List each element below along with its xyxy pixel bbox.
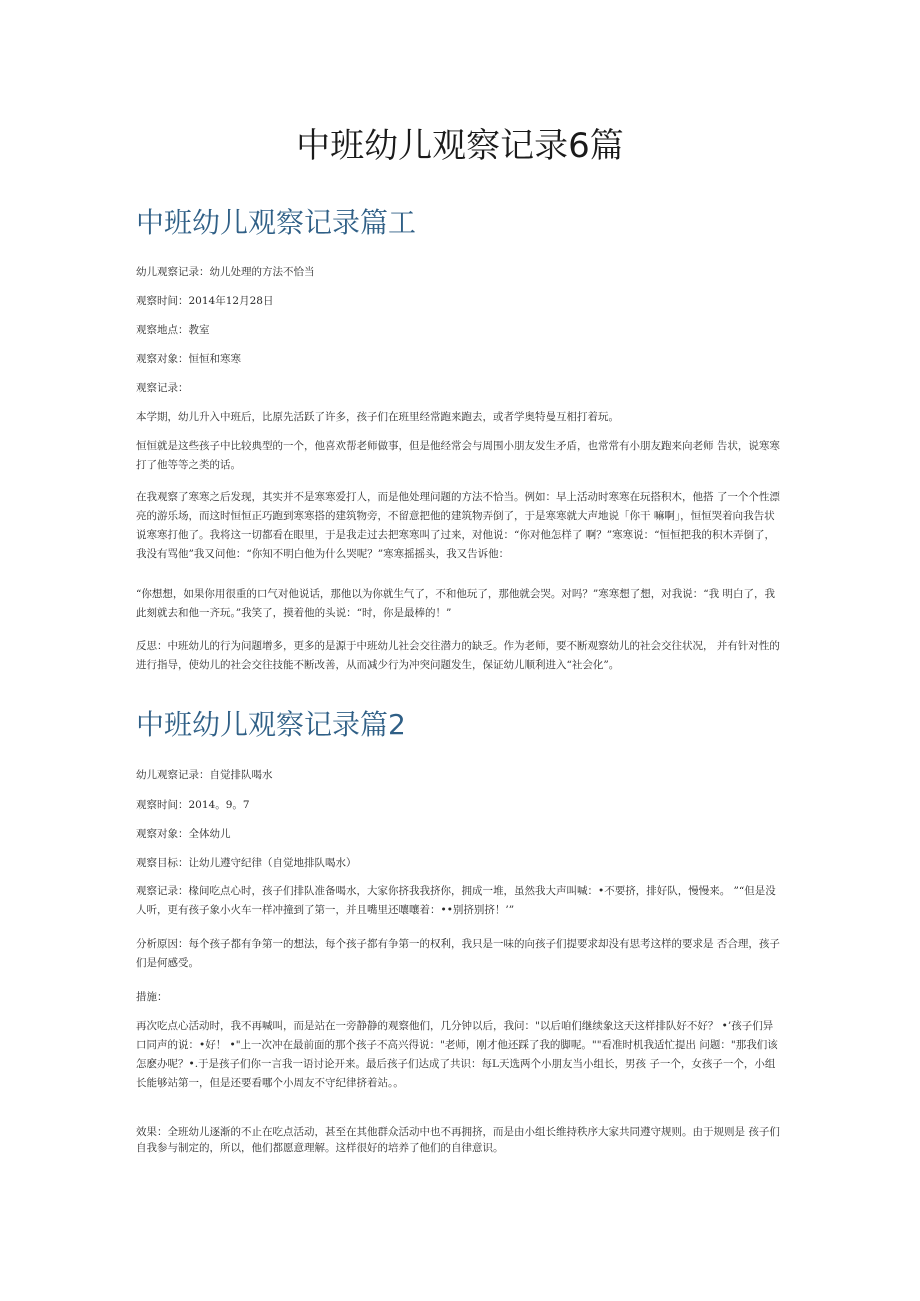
paragraph: 幼儿观察记录：幼儿处理的方法不恰当: [136, 266, 315, 278]
paragraph: 观察记录：椽间吃点心时，孩子们排队准备喝水，大家你挤我我挤你，拥成一堆，虽然我大声叫喊：•不要挤，排好队，慢慢来。 ”“但是没人听，更有孩子象小火车一样冲撞到了第一，并且嘴里还嚷嚷着：••别挤别挤！’”: [136, 885, 776, 916]
paragraph: 观察时间：2014。9。7: [136, 799, 250, 811]
paragraph: 恒恒就是这些孩子中比较典型的一个，他喜欢帮老师做事，但是他经常会与周围小朋友发生矛盾，也常常有小朋友跑来向老师 告状，说寒寒打了他等等之类的话。: [136, 440, 780, 471]
paragraph: 观察时间：2014年12月28日: [136, 295, 274, 307]
paragraph: 反思：中班幼儿的行为问题增多，更多的是源于中班幼儿社会交往潜力的缺乏。作为老师，要不断观察幼儿的社会交往状况， 并有针对性的进行指导，使幼儿的社会交往技能不断改善，从而减少行为冲突问题发生，保证幼儿顺利进入“社会化”。: [136, 640, 780, 671]
paragraph: 再次吃点心活动时，我不再喊叫，而是站在一旁静静的观察他们，几分钟以后，我问："以后咱们继续象这天这样排队好不好？ •’孩子们异口同声的说：•好！ •"上一次冲在最前面的那个孩子不高兴得说："老师，刚才他还踩了我的脚呢。""看准时机我适忙提出 问题："那我们该怎麽办呢？•.于是孩子们你一言我一语讨论开来。最后孩子们达成了共识：每L天选两个小朋友当小组长，男孩 子一个，女孩子一个，小组长能够站第一，但是还要看哪个小周友不守纪律挤着站。。: [136, 1020, 778, 1089]
document-title: 中班幼儿观察记录6篇: [296, 126, 624, 166]
paragraph: 本学期，幼儿升入中班后，比原先活跃了许多，孩子们在班里经常跑来跑去，或者学奥特曼互相打着玩。: [136, 411, 619, 423]
paragraph: 观察对象：全体幼儿: [136, 828, 231, 840]
paragraph: 在我观察了寒寒之后发现，其实并不是寒寒爱打人，而是他处理问题的方法不恰当。例如：早上活动时寒寒在玩搭积木，他搭 了一个个性漂亮的游乐场，而这时恒恒正巧跑到寒寒搭的建筑物旁，不留意把他的建筑物弄倒了，于是寒寒就大声地说「你干 嘛啊」，恒恒哭着向我告状说寒寒打他了。我将这一切都看在眼里，于是我走过去把寒寒叫了过来，对他说：“你对他怎样了 啊？”寒寒说：“恒恒把我的积木弄倒了，我没有骂他”我又问他：“你知不明白他为什么哭呢？”寒寒摇摇头，我又告诉他：: [136, 491, 780, 560]
paragraph: 幼儿观察记录：自觉排队喝水: [136, 769, 273, 781]
paragraph: 观察地点：教室: [136, 324, 210, 336]
section-2-title: 中班幼儿观察记录篇2: [136, 708, 406, 741]
paragraph: 效果：全班幼儿逐渐的不止在吃点活动，甚至在其他群众活动中也不再拥挤，而是由小组长维持秩序大家共同遵守规则。由于规则是 孩子们自我参与制定的，所以，他们都愿意理解。这样很好的培养了他们的自律意识。: [136, 1126, 780, 1154]
paragraph: “你想想，如果你用很重的口气对他说话，那他以为你就生气了，不和他玩了，那他就会哭。对吗？”寒寒想了想，对我说：“我 明白了，我此刻就去和他一齐玩。”我笑了，摸着他的头说：“时，你是最棒的！”: [136, 588, 775, 619]
paragraph: 措施：: [136, 991, 168, 1003]
section-1-title: 中班幼儿观察记录篇工: [136, 206, 417, 239]
paragraph: 观察对象：恒恒和寒寒: [136, 353, 241, 365]
paragraph: 观察目标：让幼儿遵守纪律（自觉地排队喝水）: [136, 857, 357, 869]
paragraph: 分析原因：每个孩子都有争第一的想法，每个孩子都有争第一的权利，我只是一味的向孩子们提要求却没有思考这样的要求是 否合理，孩子们是何感受。: [136, 938, 780, 969]
paragraph: 观察记录：: [136, 382, 189, 394]
